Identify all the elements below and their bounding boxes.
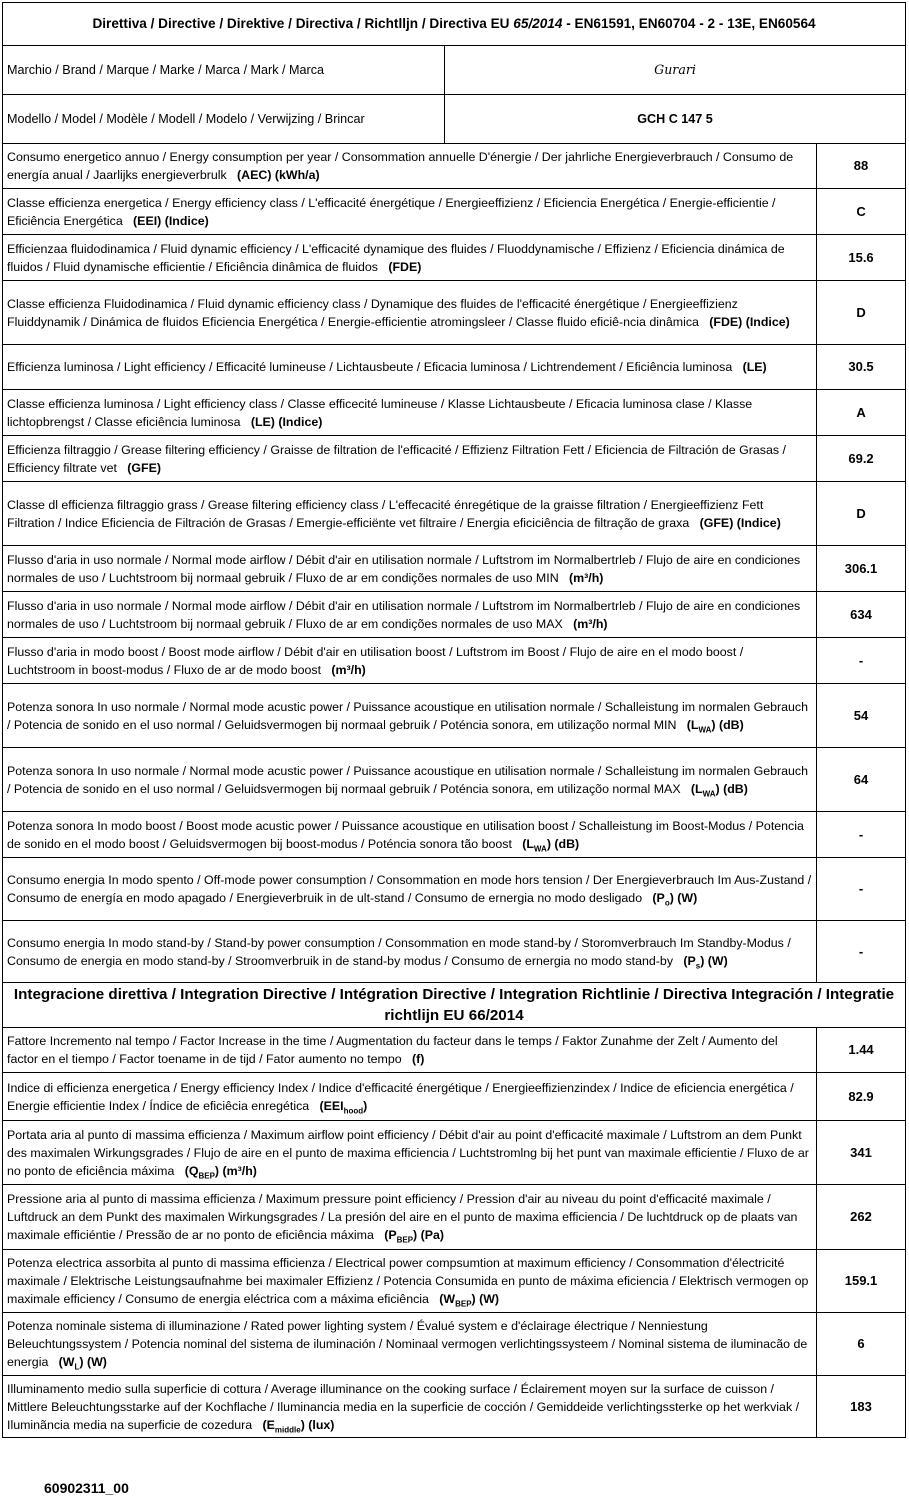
spec-unit-subscript: L bbox=[74, 1362, 80, 1372]
spec-description bbox=[3, 1073, 817, 1121]
brand-label: Marchio / Brand / Marque / Marke / Marca / Mark / Marca bbox=[3, 46, 445, 95]
spec-value: C bbox=[817, 189, 906, 235]
spec-unit-part: ) (lux) bbox=[300, 1417, 335, 1432]
spec-value: - bbox=[817, 858, 906, 921]
datasheet-table bbox=[2, 2, 906, 1438]
spec-row bbox=[3, 812, 906, 858]
spec-text: Potenza electrica assorbita al punto di massima efficienza / Electrical power compsumtion at maximum efficiency / Consommation d'électricité maximale / Elektrische Leistungsaufnahme bei maximaler Effizienz / Potencia Consumida en punto de máxima eficiencia / Elektrisch vermogen op maximale efficiency / Consumo de energia eléctrica com a máxima eficiência bbox=[7, 1256, 809, 1306]
section-title: Integracione direttiva / Integration Directive / Intégration Directive / Integration Richtlinie / Directiva Integración / Integratie richtlijn EU 66/2014 bbox=[3, 983, 906, 1028]
spec-unit bbox=[185, 1164, 257, 1178]
spec-description bbox=[3, 1313, 817, 1376]
spec-row bbox=[3, 345, 906, 390]
spec-unit-subscript: BEP bbox=[198, 1170, 215, 1180]
spec-unit bbox=[412, 1052, 424, 1066]
spec-unit-part: ) (W) bbox=[79, 1355, 107, 1369]
spec-unit-part: (AEC) (kWh/a) bbox=[237, 168, 320, 182]
spec-text: Potenza sonora In uso normale / Normal mode acustic power / Puissance acoustique en utilisation normale / Schalleistung im normalen Gebrauch / Potencia de sonido en el uso normal / Geluidsvermogen bij normaal gebruik / Poténcia sonora, em utilizaçõo normal MAX bbox=[7, 763, 808, 796]
spec-unit-part: ) (dB) bbox=[711, 717, 744, 732]
spec-value: 341 bbox=[817, 1121, 906, 1185]
spec-text: Classe efficienza Fluidodinamica / Fluid dynamic efficiency class / Dynamique des fluides de l'efficacité énergétique / Energieeffizienz Fluiddynamik / Dinámica de fluidos Eficiencia Energética / Energie-efficientie atromingsleer / Classe fluido eficiê-ncia dinâmica bbox=[7, 296, 738, 329]
spec-text: Efficienza luminosa / Light efficiency / Efficacité lumineuse / Lichtausbeute / Eficacia luminosa / Lichtrendement / Eficiência luminosa bbox=[7, 360, 733, 374]
brand-logo: Gurari bbox=[445, 46, 906, 95]
spec-value: D bbox=[817, 482, 906, 546]
spec-row bbox=[3, 1121, 906, 1185]
spec-row bbox=[3, 858, 906, 921]
section-header-row bbox=[3, 983, 906, 1028]
spec-value: A bbox=[817, 390, 906, 436]
spec-row bbox=[3, 1185, 906, 1250]
spec-value: 88 bbox=[817, 144, 906, 189]
spec-value: D bbox=[817, 281, 906, 345]
model-value: GCH C 147 5 bbox=[445, 95, 906, 144]
spec-text: Classe dl efficienza filtraggio grass / Grease filtering efficiency class / L'effecacité énregétique de la graisse filtration / Energieeffizienz Fett Filtration / Indice Eficiencia de Filtración de Grasas / Emergie-efficiënte vet filtraire / Energia eficiciência de filtração de graxa bbox=[7, 497, 764, 530]
spec-unit bbox=[133, 214, 209, 228]
spec-unit-part: (m³/h) bbox=[331, 662, 366, 677]
spec-text: Flusso d'aria in uso normale / Normal mode airflow / Débit d'air en utilisation normale / Luftstrom im Normalbertrleb / Flujo de aire en condiciones normales de uso / Luchtstroom bij normaal gebruik / Fluxo de ar em condições normales de uso MAX bbox=[7, 598, 801, 631]
spec-text: Fattore Incremento nal tempo / Factor Increase in the time / Augmentation du facteur dans le temps / Faktor Zunahme der Zelt / Aumento del factor en el tiempo / Factor toename in de tijd / Fator aumento no tempo bbox=[7, 1034, 778, 1066]
spec-value: - bbox=[817, 812, 906, 858]
spec-text: Efficienza filtraggio / Grease filtering efficiency / Graisse de filtration de l'efficacité / Effizienz Filtration Fett / Eficiencia de Filtración de Grasas / Efficiency filtrate vet bbox=[7, 442, 786, 475]
spec-row bbox=[3, 921, 906, 983]
spec-description bbox=[3, 482, 817, 546]
spec-value: 6 bbox=[817, 1313, 906, 1376]
spec-unit-subscript: hood bbox=[343, 1105, 364, 1115]
spec-unit bbox=[652, 891, 698, 908]
spec-text: Classe efficienza luminosa / Light efficiency class / Classe efficecité lumineuse / Klasse Lichtausbeute / Eficacia luminosa clase / Klasse lichtopbrengst / Classe eficiência luminosa bbox=[7, 396, 753, 429]
spec-value: - bbox=[817, 638, 906, 684]
spec-row bbox=[3, 144, 906, 189]
spec-unit-part: (GFE) bbox=[127, 460, 162, 475]
spec-unit-subscript: WA bbox=[702, 788, 716, 798]
spec-unit-subscript: WA bbox=[533, 843, 547, 853]
spec-value: 15.6 bbox=[817, 235, 906, 281]
spec-unit-part: (m³/h) bbox=[568, 570, 604, 585]
spec-text: Consumo energetico annuo / Energy consumption per year / Consommation annuelle D'énergie / Der jahrliche Energieverbrauch / Consumo de energía anual / Jaarlijks energieverbrulk bbox=[7, 150, 794, 182]
spec-text: Consumo energia In modo stand-by / Stand-by power consumption / Consommation en mode stand-by / Storomverbrauch Im Standby-Modus / Consumo de energia en modo stand-by / Stroomverbruik in de stand-by modus / Consumo de ernergia no modo stand-by bbox=[7, 935, 791, 968]
spec-description bbox=[3, 1376, 817, 1438]
spec-unit-part: (W bbox=[58, 1355, 75, 1369]
spec-text: Flusso d'aria in uso normale / Normal mode airflow / Débit d'air en utilisation normale / Luftstrom im Normalbertrleb / Flujo de aire en condiciones normales de uso / Luchtstroom bij normaal gebruik / Fluxo de ar em condições normales de uso MIN bbox=[7, 552, 801, 585]
spec-unit bbox=[439, 1292, 500, 1309]
spec-unit bbox=[319, 1099, 367, 1113]
spec-description bbox=[3, 921, 817, 983]
spec-unit bbox=[683, 954, 727, 968]
spec-row bbox=[3, 748, 906, 812]
spec-text: Efficienzaa fluidodinamica / Fluid dynamic efficiency / L'efficacité dynamique des fluides / Fluoddynamische / Effizienz / Eficiencia dinámica de fluidos / Fluid dynamische efficientie / Eficiência dinâmica de fluidos bbox=[7, 241, 785, 274]
spec-unit bbox=[127, 461, 161, 475]
spec-value: 30.5 bbox=[817, 345, 906, 390]
spec-unit-part: ) (Pa) bbox=[413, 1228, 445, 1242]
spec-row bbox=[3, 546, 906, 592]
spec-unit-part: (GFE) (Indice) bbox=[699, 515, 781, 530]
spec-row bbox=[3, 235, 906, 281]
spec-text: Potenza sonora In modo boost / Boost mode acustic power / Puissance acoustique en utilisation boost / Schalleistung im Boost-Modus / Potencia de sonido en el modo boost / Geluidsvermogen bij boost-modus / Poténcia sonora tão boost bbox=[7, 818, 804, 851]
spec-value: 159.1 bbox=[817, 1250, 906, 1313]
spec-unit bbox=[331, 663, 365, 677]
spec-unit-part: (LE) (Indice) bbox=[250, 414, 323, 429]
spec-value: 262 bbox=[817, 1185, 906, 1250]
spec-description bbox=[3, 1121, 817, 1185]
spec-value: 69.2 bbox=[817, 436, 906, 482]
directive-standards: - EN61591, EN60704 - 2 - 13E, EN60564 bbox=[562, 16, 816, 31]
spec-description bbox=[3, 144, 817, 189]
spec-row bbox=[3, 1250, 906, 1313]
spec-unit bbox=[384, 1228, 445, 1245]
spec-unit-part: ) (dB) bbox=[546, 836, 580, 851]
spec-unit-part: ) (W) bbox=[700, 953, 728, 968]
spec-unit-part: (L bbox=[522, 836, 534, 851]
model-label: Modello / Model / Modèle / Modell / Modelo / Verwijzing / Brincar bbox=[3, 95, 445, 144]
spec-row bbox=[3, 436, 906, 482]
spec-unit-subscript: middle bbox=[274, 1424, 301, 1434]
spec-unit-part: (EEI bbox=[319, 1098, 344, 1113]
spec-description bbox=[3, 345, 817, 390]
spec-row bbox=[3, 1028, 906, 1073]
spec-value: 82.9 bbox=[817, 1073, 906, 1121]
spec-unit bbox=[573, 617, 607, 631]
spec-value: 634 bbox=[817, 592, 906, 638]
spec-unit-part: ) bbox=[363, 1098, 368, 1113]
spec-unit-subscript: BEP bbox=[396, 1235, 414, 1245]
spec-description bbox=[3, 748, 817, 812]
spec-row bbox=[3, 1376, 906, 1438]
spec-value: 64 bbox=[817, 748, 906, 812]
spec-text: Classe efficienza energetica / Energy efficiency class / L'efficacité énergétique / Energieeffizienz / Eficiencia Energética / Energie-efficientie / Eficiência Energética bbox=[7, 195, 776, 228]
spec-unit-part: (f) bbox=[411, 1052, 425, 1066]
spec-unit-part: (LE) bbox=[742, 360, 767, 374]
spec-unit-subscript: WA bbox=[698, 724, 712, 734]
spec-unit bbox=[700, 516, 781, 530]
spec-description bbox=[3, 592, 817, 638]
spec-unit-part: ) (W) bbox=[471, 1292, 500, 1306]
spec-text: Flusso d'aria in modo boost / Boost mode airflow / Débit d'air en utilisation boost / Luftstrom im Boost / Flujo de aire en el modo boost / Luchtstroom in boost-modus / Fluxo de ar de modo boost bbox=[7, 644, 744, 677]
spec-unit-subscript: s bbox=[695, 960, 701, 970]
spec-unit-part: ) (W) bbox=[669, 891, 698, 905]
spec-unit-part: (Q bbox=[184, 1163, 199, 1178]
spec-unit-part: (E bbox=[262, 1417, 275, 1432]
spec-unit-part: ) (dB) bbox=[715, 781, 748, 796]
spec-text: Consumo energia In modo spento / Off-mode power consumption / Consommation en mode hors tension / Der Energieverbrauch Im Aus-Zustand / Consumo de energía en modo apagado / Energieverbruik in de ult-stand / Consumo de ernergia no modo desligado bbox=[7, 873, 812, 905]
spec-value: 54 bbox=[817, 684, 906, 748]
spec-unit-subscript: o bbox=[664, 898, 670, 908]
spec-unit bbox=[743, 360, 767, 374]
spec-unit-part: ) (m³/h) bbox=[214, 1163, 257, 1178]
spec-row bbox=[3, 189, 906, 235]
spec-unit-subscript: BEP bbox=[455, 1299, 472, 1309]
directive-number: 65/2014 bbox=[513, 16, 563, 31]
spec-row bbox=[3, 1073, 906, 1121]
spec-unit bbox=[569, 571, 603, 585]
spec-description bbox=[3, 684, 817, 748]
spec-text: Illuminamento medio sulla superficie di cottura / Average illuminance on the cooking surface / Éclairement moyen sur la surface de cuisson / Mittlere Beleuchtungsstarke auf der Kochflache / Iluminancia media en la superficie de cocción / Gemiddeide verlichtingssterke op het werkviak / Iluminãncia media na superficie de cozedura bbox=[7, 1381, 800, 1432]
spec-value: 306.1 bbox=[817, 546, 906, 592]
spec-unit-part: (m³/h) bbox=[573, 616, 608, 631]
spec-unit bbox=[251, 415, 323, 429]
spec-row bbox=[3, 390, 906, 436]
spec-row bbox=[3, 1313, 906, 1376]
spec-description bbox=[3, 858, 817, 921]
spec-row bbox=[3, 482, 906, 546]
spec-unit-part: (L bbox=[686, 717, 699, 732]
spec-unit bbox=[58, 1355, 107, 1372]
spec-unit-part: (W bbox=[439, 1292, 456, 1306]
spec-unit bbox=[691, 782, 748, 796]
spec-description bbox=[3, 1185, 817, 1250]
spec-description bbox=[3, 1028, 817, 1073]
spec-row bbox=[3, 281, 906, 345]
spec-text: Potenza nominale sistema di illuminazione / Rated power lighting system / Évalué system e d'éclairage électrique / Nenniestung Beleuchtungssystem / Potencia nominal del sistema de iluminación / Nominaal vermogen verlichtingssysteem / Nominal sistema de iluminacão de energia bbox=[7, 1319, 808, 1369]
spec-value: - bbox=[817, 921, 906, 983]
brand-row bbox=[3, 46, 906, 95]
spec-unit bbox=[263, 1418, 335, 1432]
spec-unit bbox=[522, 837, 579, 851]
spec-unit-part: (FDE) bbox=[388, 259, 422, 274]
directive-prefix: Direttiva / Directive / Direktive / Directiva / Richtllјn / Directiva EU bbox=[92, 16, 514, 31]
spec-unit-part: (P bbox=[683, 953, 696, 968]
document-code: 60902311_00 bbox=[44, 1480, 129, 1496]
spec-description bbox=[3, 235, 817, 281]
spec-unit-part: (P bbox=[384, 1228, 397, 1242]
spec-unit-part: (EEI) (Indice) bbox=[133, 213, 209, 228]
spec-row bbox=[3, 684, 906, 748]
spec-description bbox=[3, 390, 817, 436]
spec-value: 183 bbox=[817, 1376, 906, 1438]
spec-unit bbox=[687, 718, 744, 732]
spec-unit bbox=[709, 315, 790, 329]
spec-row bbox=[3, 592, 906, 638]
spec-description bbox=[3, 812, 817, 858]
model-row bbox=[3, 95, 906, 144]
spec-text: Portata aria al punto di massima efficienza / Maximum airflow point efficiency / Débit d'air au point d'efficacité maximale / Luftstrom an dem Punkt des maximalen Wirkungsgrades / Flujo de aire en el punto de maxima efficiencia / Luchtstromlng bij het punt van maximale efficientie / Fluxo de ar no ponto de eficiência máxima bbox=[7, 1127, 809, 1178]
spec-unit bbox=[388, 260, 421, 274]
spec-text: Pressione aria al punto di massima efficienza / Maximum pressure point efficiency / Pression d'air au niveau du point d'efficacité maximale / Luftdruck an dem Punkt des maximalen Wirkungsgrades / La presión del aire en el punto de maxima efficiencia / De luchtdruck op de plaats van maximale efficiéntie / Pressão de ar no ponto de eficiência máxima bbox=[7, 1192, 798, 1242]
spec-description bbox=[3, 281, 817, 345]
spec-unit bbox=[237, 168, 320, 182]
directive-header bbox=[3, 3, 906, 46]
spec-text: Indice di efficienza energetica / Energy efficiency Index / Indice d'efficacité énergétique / Energieeffizienzindex / Indice de eficiencia energética / Energie efficientie Index / Índice de eficiêcia enregética bbox=[7, 1080, 794, 1113]
energy-datasheet bbox=[2, 2, 905, 1496]
spec-unit-part: (L bbox=[690, 781, 703, 796]
spec-description bbox=[3, 189, 817, 235]
spec-unit-part: (FDE) (Indice) bbox=[709, 314, 790, 329]
directive-header-row bbox=[3, 3, 906, 46]
spec-text: Potenza sonora In uso normale / Normal mode acustic power / Puissance acoustique en utilisation normale / Schalleistung im normalen Gebrauch / Potencia de sonido en el uso normal / Geluidsvermogen bij normaal gebruik / Poténcia sonora, em utilizaçõo normal MIN bbox=[7, 699, 808, 732]
spec-description bbox=[3, 546, 817, 592]
spec-unit-part: (P bbox=[652, 891, 665, 905]
spec-description bbox=[3, 436, 817, 482]
spec-row bbox=[3, 638, 906, 684]
spec-description bbox=[3, 638, 817, 684]
spec-value: 1.44 bbox=[817, 1028, 906, 1073]
spec-description bbox=[3, 1250, 817, 1313]
